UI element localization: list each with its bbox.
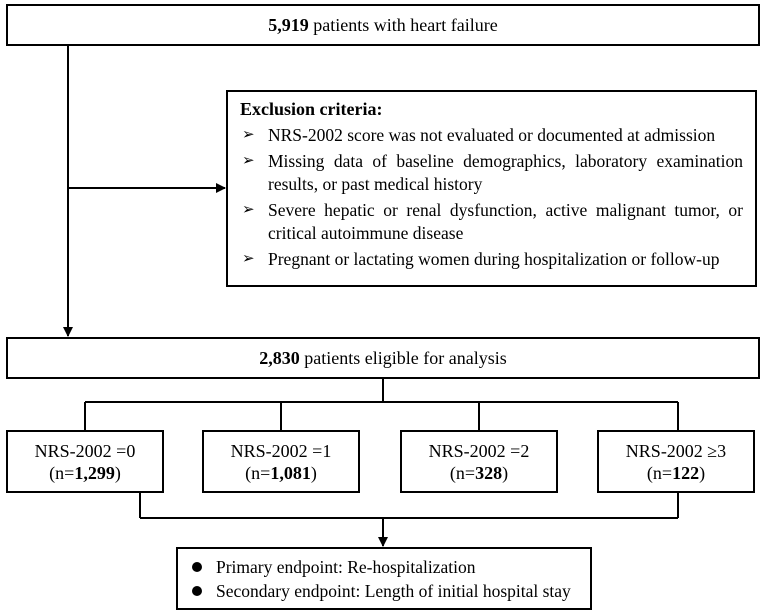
eligible-patients-text: patients eligible for analysis: [299, 348, 507, 368]
exclusion-item-text: Missing data of baseline demographics, laboratory examination results, or past medical history: [268, 151, 743, 194]
total-patients-text: patients with heart failure: [308, 15, 498, 35]
group-box-nrs-3-plus: [597, 430, 755, 493]
group-label: NRS-2002 =1: [230, 440, 332, 461]
arrow-bullet-icon: ➢: [242, 251, 255, 267]
group-label: NRS-2002 =0: [34, 440, 136, 461]
exclusion-item-text: NRS-2002 score was not evaluated or documented at admission: [268, 125, 716, 145]
arrow-bullet-icon: ➢: [242, 202, 255, 218]
total-patients-box: [6, 4, 760, 46]
exclusion-item-text: Pregnant or lactating women during hospitalization or follow-up: [268, 249, 720, 269]
group-n-suffix: ): [699, 462, 706, 483]
exclusion-item-text: Severe hepatic or renal dysfunction, active malignant tumor, or critical autoimmune disease: [268, 200, 743, 243]
exclusion-list: [240, 124, 743, 271]
group-n-prefix: (n=: [646, 462, 673, 483]
eligible-patients-box: [6, 337, 760, 379]
group-box-nrs-2: [400, 430, 558, 493]
group-box-nrs-0: [6, 430, 164, 493]
group-label: NRS-2002 =2: [428, 440, 530, 461]
bullet-dot-icon: [192, 562, 202, 572]
group-n-value: 328: [475, 462, 503, 483]
bullet-dot-icon: [192, 586, 202, 596]
arrow-bullet-icon: ➢: [242, 127, 255, 143]
total-patients-count: 5,919: [268, 15, 309, 35]
group-n-prefix: (n=: [245, 462, 271, 483]
endpoints-box: [176, 547, 592, 610]
endpoint-item: [188, 555, 580, 579]
exclusion-criteria-box: [226, 90, 757, 287]
endpoint-item: [188, 579, 580, 603]
arrow-bullet-icon: ➢: [242, 153, 255, 169]
endpoints-list: [188, 555, 580, 603]
group-n-suffix: ): [114, 462, 121, 483]
exclusion-title: Exclusion criteria:: [240, 99, 383, 119]
endpoint-text: Primary endpoint: Re-hospitalization: [216, 557, 476, 577]
exclusion-item: [240, 248, 743, 271]
group-n-value: 122: [672, 462, 700, 483]
exclusion-item: [240, 150, 743, 196]
group-n-value: 1,299: [74, 462, 115, 483]
endpoint-text: Secondary endpoint: Length of initial hospital stay: [216, 581, 571, 601]
group-n-prefix: (n=: [449, 462, 476, 483]
exclusion-item: [240, 199, 743, 245]
group-n-suffix: ): [502, 462, 509, 483]
group-box-nrs-1: [202, 430, 360, 493]
exclusion-item: [240, 124, 743, 147]
eligible-patients-count: 2,830: [259, 348, 300, 368]
group-n-value: 1,081: [270, 462, 311, 483]
group-label: NRS-2002 ≥3: [625, 440, 727, 461]
group-n-suffix: ): [310, 462, 317, 483]
group-n-prefix: (n=: [49, 462, 75, 483]
